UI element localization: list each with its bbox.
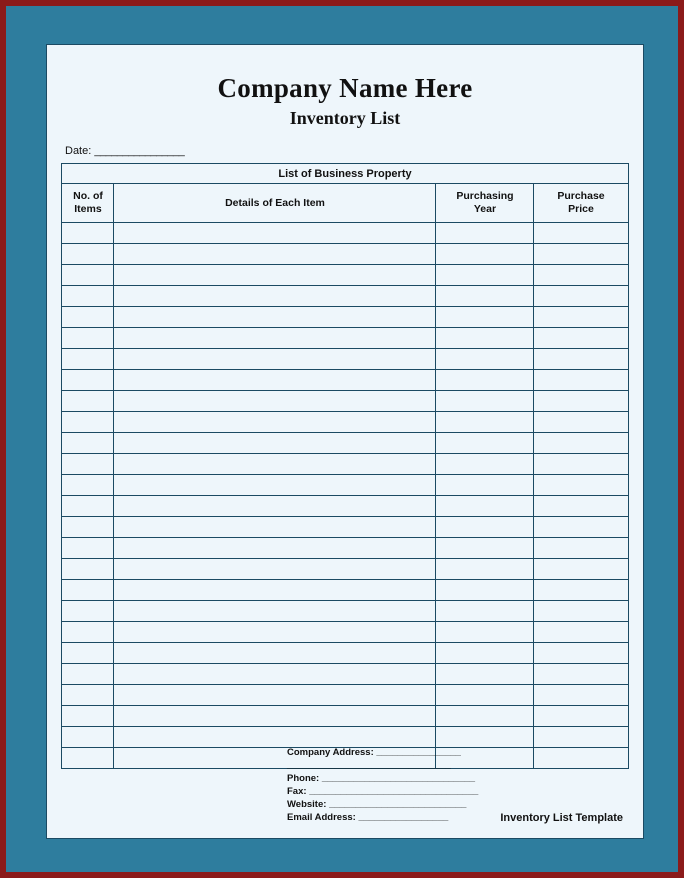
fax-row[interactable] <box>287 785 635 798</box>
cell-purchasing-year[interactable] <box>436 391 534 412</box>
cell-purchasing-year[interactable] <box>436 370 534 391</box>
template-tag: Inventory List Template <box>500 812 623 824</box>
table-row[interactable] <box>62 559 628 580</box>
cell-purchasing-year[interactable] <box>436 223 534 244</box>
cell-details[interactable] <box>114 517 436 538</box>
email-value: _________________ <box>358 812 449 823</box>
cell-details[interactable] <box>114 475 436 496</box>
company-address-value: ________________ <box>376 747 461 758</box>
cell-purchasing-year[interactable] <box>436 538 534 559</box>
company-address-value-2: _______________________________ <box>287 760 451 771</box>
cell-details[interactable] <box>114 454 436 475</box>
cell-purchase-price[interactable] <box>534 706 628 727</box>
cell-no-of-items[interactable] <box>62 664 114 685</box>
cell-details[interactable] <box>114 433 436 454</box>
cell-purchase-price[interactable] <box>534 475 628 496</box>
column-header-details <box>114 184 436 223</box>
cell-details[interactable] <box>114 601 436 622</box>
email-label: Email Address: <box>287 812 356 823</box>
document-footer <box>55 746 635 824</box>
cell-no-of-items[interactable] <box>62 643 114 664</box>
website-row[interactable] <box>287 798 635 811</box>
cell-purchase-price[interactable] <box>534 664 628 685</box>
cell-no-of-items[interactable] <box>62 244 114 265</box>
cell-no-of-items[interactable] <box>62 307 114 328</box>
cell-purchase-price[interactable] <box>534 622 628 643</box>
cell-purchasing-year[interactable] <box>436 517 534 538</box>
table-row[interactable] <box>62 265 628 286</box>
table-row[interactable] <box>62 538 628 559</box>
date-value: ________________ <box>94 145 185 157</box>
cell-purchase-price[interactable] <box>534 727 628 748</box>
cell-details[interactable] <box>114 664 436 685</box>
cell-purchasing-year[interactable] <box>436 622 534 643</box>
cell-purchasing-year[interactable] <box>436 685 534 706</box>
cell-purchasing-year[interactable] <box>436 601 534 622</box>
document-sheet <box>46 44 644 839</box>
cell-details[interactable] <box>114 265 436 286</box>
cell-no-of-items[interactable] <box>62 265 114 286</box>
cell-purchasing-year[interactable] <box>436 286 534 307</box>
column-header-purchase-price <box>534 184 628 223</box>
cell-purchase-price[interactable] <box>534 223 628 244</box>
cell-details[interactable] <box>114 685 436 706</box>
company-address-label: Company Address: <box>287 747 374 758</box>
table-row[interactable] <box>62 622 628 643</box>
date-label: Date: <box>65 145 92 157</box>
cell-no-of-items[interactable] <box>62 517 114 538</box>
cell-details[interactable] <box>114 286 436 307</box>
cell-purchasing-year[interactable] <box>436 454 534 475</box>
table-row[interactable] <box>62 286 628 307</box>
cell-purchase-price[interactable] <box>534 412 628 433</box>
table-row[interactable] <box>62 391 628 412</box>
column-header-no-of-items-line1: No. of <box>73 190 103 202</box>
cell-details[interactable] <box>114 622 436 643</box>
cell-purchase-price[interactable] <box>534 559 628 580</box>
table-row[interactable] <box>62 454 628 475</box>
cell-no-of-items[interactable] <box>62 391 114 412</box>
cell-purchasing-year[interactable] <box>436 580 534 601</box>
cell-details[interactable] <box>114 370 436 391</box>
table-header-row <box>62 184 628 223</box>
table-row[interactable] <box>62 580 628 601</box>
cell-purchasing-year[interactable] <box>436 664 534 685</box>
cell-no-of-items[interactable] <box>62 433 114 454</box>
cell-purchase-price[interactable] <box>534 244 628 265</box>
cell-no-of-items[interactable] <box>62 475 114 496</box>
phone-row[interactable] <box>287 772 635 785</box>
column-header-no-of-items <box>62 184 114 223</box>
cell-no-of-items[interactable] <box>62 727 114 748</box>
cell-details[interactable] <box>114 349 436 370</box>
cell-no-of-items[interactable] <box>62 496 114 517</box>
cell-purchase-price[interactable] <box>534 265 628 286</box>
cell-no-of-items[interactable] <box>62 412 114 433</box>
cell-no-of-items[interactable] <box>62 223 114 244</box>
cell-no-of-items[interactable] <box>62 538 114 559</box>
phone-value: _____________________________ <box>321 773 476 784</box>
table-row[interactable] <box>62 412 628 433</box>
table-row[interactable] <box>62 475 628 496</box>
cell-purchasing-year[interactable] <box>436 244 534 265</box>
phone-label: Phone: <box>287 773 320 784</box>
cell-no-of-items[interactable] <box>62 349 114 370</box>
cell-details[interactable] <box>114 643 436 664</box>
cell-no-of-items[interactable] <box>62 706 114 727</box>
column-header-purchase-price-line2: Price <box>568 203 594 215</box>
cell-details[interactable] <box>114 307 436 328</box>
table-row[interactable] <box>62 496 628 517</box>
cell-purchase-price[interactable] <box>534 643 628 664</box>
company-address-row-2[interactable] <box>287 759 635 772</box>
column-header-purchasing-year-line1: Purchasing <box>456 190 514 202</box>
cell-details[interactable] <box>114 580 436 601</box>
cell-purchasing-year[interactable] <box>436 307 534 328</box>
cell-details[interactable] <box>114 559 436 580</box>
cell-purchasing-year[interactable] <box>436 475 534 496</box>
cell-no-of-items[interactable] <box>62 622 114 643</box>
cell-purchase-price[interactable] <box>534 601 628 622</box>
table-row[interactable] <box>62 223 628 244</box>
cell-purchasing-year[interactable] <box>436 727 534 748</box>
table-row[interactable] <box>62 685 628 706</box>
column-header-no-of-items-line2: Items <box>74 203 102 215</box>
table-banner: List of Business Property <box>62 164 628 184</box>
document-inner <box>55 53 635 830</box>
cell-details[interactable] <box>114 391 436 412</box>
cell-purchasing-year[interactable] <box>436 328 534 349</box>
cell-purchasing-year[interactable] <box>436 349 534 370</box>
cell-no-of-items[interactable] <box>62 559 114 580</box>
column-header-purchase-price-line1: Purchase <box>557 190 605 202</box>
table-row[interactable] <box>62 601 628 622</box>
table-row[interactable] <box>62 244 628 265</box>
cell-purchase-price[interactable] <box>534 349 628 370</box>
cell-purchase-price[interactable] <box>534 454 628 475</box>
cell-purchase-price[interactable] <box>534 307 628 328</box>
column-header-purchasing-year <box>436 184 534 223</box>
cell-purchase-price[interactable] <box>534 370 628 391</box>
table-row[interactable] <box>62 349 628 370</box>
column-header-details-line1: Details of Each Item <box>225 196 325 209</box>
date-field[interactable] <box>65 145 635 157</box>
fax-value: ________________________________ <box>309 786 479 797</box>
page-subtitle: Inventory List <box>289 108 401 128</box>
cell-no-of-items[interactable] <box>62 328 114 349</box>
table-row[interactable] <box>62 307 628 328</box>
cell-purchasing-year[interactable] <box>436 559 534 580</box>
website-value: __________________________ <box>329 799 467 810</box>
cell-purchase-price[interactable] <box>534 517 628 538</box>
page-title: Company Name Here <box>217 73 473 103</box>
table-row[interactable] <box>62 433 628 454</box>
cell-no-of-items[interactable] <box>62 286 114 307</box>
cell-no-of-items[interactable] <box>62 685 114 706</box>
cell-details[interactable] <box>114 244 436 265</box>
cell-purchase-price[interactable] <box>534 433 628 454</box>
cell-details[interactable] <box>114 412 436 433</box>
cell-purchasing-year[interactable] <box>436 643 534 664</box>
cell-purchasing-year[interactable] <box>436 706 534 727</box>
cell-details[interactable] <box>114 223 436 244</box>
table-body <box>62 223 628 769</box>
table-row[interactable] <box>62 643 628 664</box>
table-row[interactable] <box>62 706 628 727</box>
table-row[interactable] <box>62 517 628 538</box>
cell-details[interactable] <box>114 496 436 517</box>
fax-label: Fax: <box>287 786 307 797</box>
column-header-purchasing-year-line2: Year <box>473 203 497 215</box>
cell-no-of-items[interactable] <box>62 454 114 475</box>
cell-purchase-price[interactable] <box>534 538 628 559</box>
cell-purchasing-year[interactable] <box>436 433 534 454</box>
cell-purchase-price[interactable] <box>534 286 628 307</box>
cell-purchase-price[interactable] <box>534 685 628 706</box>
cell-purchase-price[interactable] <box>534 391 628 412</box>
cell-details[interactable] <box>114 727 436 748</box>
table-row[interactable] <box>62 328 628 349</box>
cell-purchase-price[interactable] <box>534 328 628 349</box>
table-banner-row <box>62 164 628 184</box>
company-address-row[interactable] <box>287 746 635 759</box>
cell-purchase-price[interactable] <box>534 580 628 601</box>
website-label: Website: <box>287 799 327 810</box>
table-row[interactable] <box>62 727 628 748</box>
cell-no-of-items[interactable] <box>62 601 114 622</box>
cell-purchasing-year[interactable] <box>436 265 534 286</box>
cell-details[interactable] <box>114 328 436 349</box>
cell-purchasing-year[interactable] <box>436 496 534 517</box>
table-row[interactable] <box>62 370 628 391</box>
cell-purchase-price[interactable] <box>534 496 628 517</box>
cell-no-of-items[interactable] <box>62 370 114 391</box>
cell-details[interactable] <box>114 706 436 727</box>
teal-background <box>6 6 678 872</box>
cell-no-of-items[interactable] <box>62 580 114 601</box>
cell-details[interactable] <box>114 538 436 559</box>
cell-purchasing-year[interactable] <box>436 412 534 433</box>
table-head <box>62 164 628 223</box>
table-row[interactable] <box>62 664 628 685</box>
inventory-table <box>61 163 628 769</box>
